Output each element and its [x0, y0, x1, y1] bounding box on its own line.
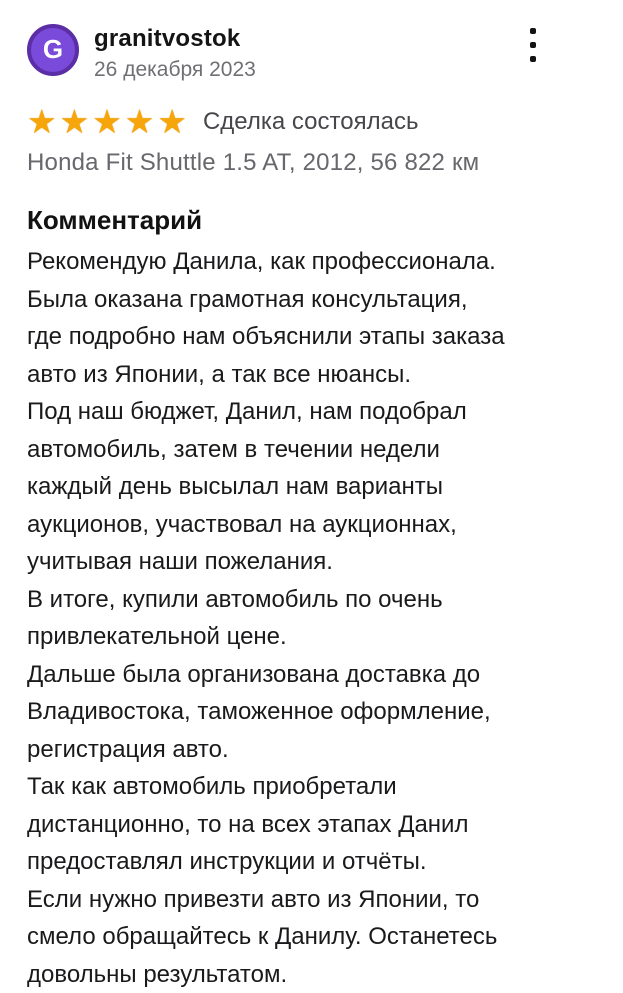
- comment-line: учитывая наши пожелания.: [27, 543, 595, 581]
- avatar[interactable]: [27, 24, 79, 76]
- comment-line: Рекомендую Данила, как профессионала.: [27, 243, 595, 281]
- comment-line: Дальше была организована доставка до: [27, 656, 595, 694]
- comment-line: каждый день высылал нам варианты: [27, 468, 595, 506]
- avatar-letter: G: [43, 36, 63, 62]
- star-icon: ★: [27, 105, 57, 138]
- comment-body: [27, 243, 595, 993]
- comment-line: Владивостока, таможенное оформление,: [27, 693, 595, 731]
- comment-title: Комментарий: [27, 204, 595, 236]
- star-icon: ★: [92, 105, 122, 138]
- review-header: [27, 24, 595, 82]
- comment-line: авто из Японии, а так все нюансы.: [27, 356, 595, 394]
- comment-line: предоставлял инструкции и отчёты.: [27, 843, 595, 881]
- user-id-block: [94, 24, 256, 82]
- comment-line: автомобиль, затем в течении недели: [27, 431, 595, 469]
- comment-line: Под наш бюджет, Данил, нам подобрал: [27, 393, 595, 431]
- comment-line: Если нужно привезти авто из Японии, то: [27, 881, 595, 919]
- star-icon: ★: [125, 105, 155, 138]
- comment-line: привлекательной цене.: [27, 618, 595, 656]
- star-icon: ★: [60, 105, 90, 138]
- review-date: 26 декабря 2023: [94, 58, 256, 82]
- username-link[interactable]: granitvostok: [94, 25, 256, 53]
- comment-line: где подробно нам объяснили этапы заказа: [27, 318, 595, 356]
- car-info: Honda Fit Shuttle 1.5 AT, 2012, 56 822 км: [27, 149, 595, 177]
- comment-line: Была оказана грамотная консультация,: [27, 281, 595, 319]
- comment-line: В итоге, купили автомобиль по очень: [27, 581, 595, 619]
- comment-line: дистанционно, то на всех этапах Данил: [27, 806, 595, 844]
- comment-line: смело обращайтесь к Данилу. Останетесь: [27, 918, 595, 956]
- comment-line: регистрация авто.: [27, 731, 595, 769]
- star-rating: [27, 105, 190, 138]
- comment-line: довольны результатом.: [27, 956, 595, 993]
- comment-line: Так как автомобиль приобретали: [27, 768, 595, 806]
- comment-line: аукционов, участвовал на аукционнах,: [27, 506, 595, 544]
- rating-row: [27, 105, 595, 138]
- star-icon: ★: [157, 105, 187, 138]
- kebab-menu-icon[interactable]: [519, 28, 547, 62]
- deal-status-label: Сделка состоялась: [203, 108, 418, 136]
